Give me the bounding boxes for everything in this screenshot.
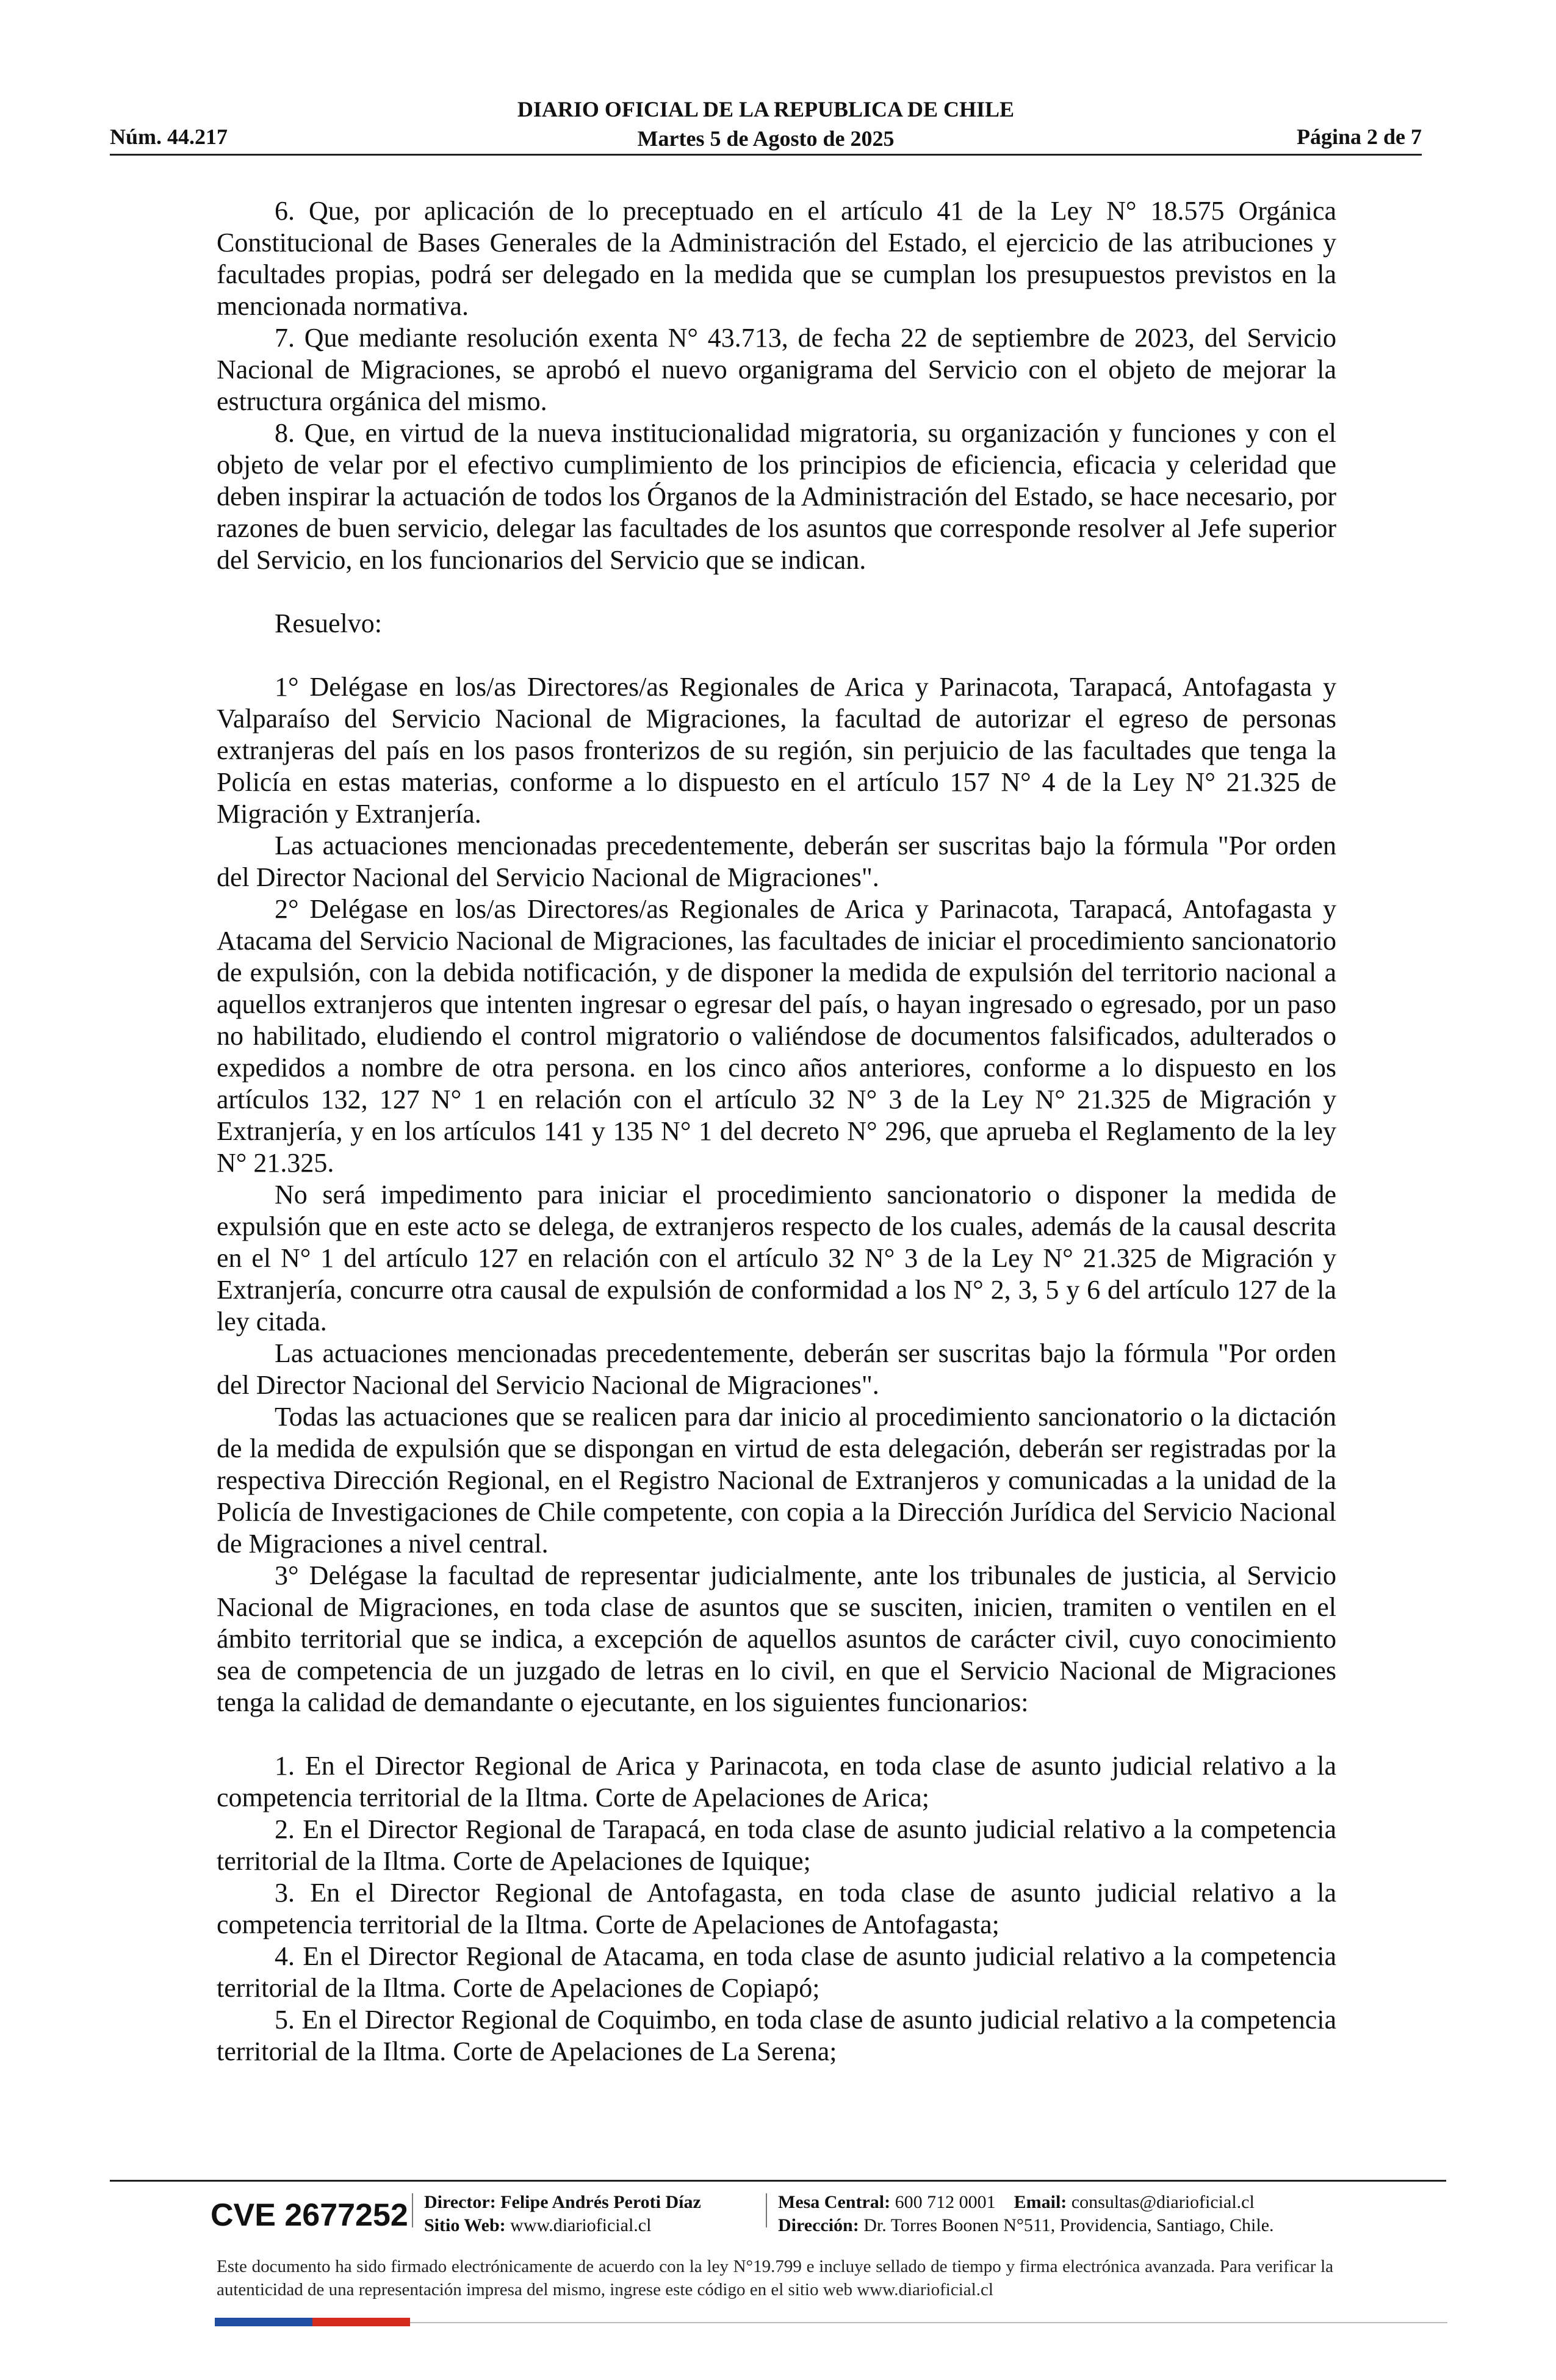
paragraph: 1° Delégase en los/as Directores/as Regionales de Arica y Parinacota, Tarapacá, Antofagasta y Valparaíso del Servicio Nacional de Migraciones, la facultad de autorizar el egreso de personas extranjeras del país en los pasos fronterizos de su región, sin perjuicio de las facultades que tenga la Policía en estas materias, conforme a lo dispuesto en el artículo 157 N° 4 de la Ley N° 21.325 de Migración y Extranjería. bbox=[217, 672, 1336, 829]
paragraph: Las actuaciones mencionadas precedentemente, deberán ser suscritas bajo la fórmula "Por orden del Director Nacional del Servicio Nacional de Migraciones". bbox=[217, 1338, 1336, 1400]
issue-number: Núm. 44.217 bbox=[110, 124, 228, 149]
flag-stripe bbox=[215, 2318, 410, 2326]
list-item: 5. En el Director Regional de Coquimbo, en toda clase de asunto judicial relativo a la competencia territorial de la Iltma. Corte de Apelaciones de La Serena; bbox=[217, 2005, 1336, 2066]
publication-title-block bbox=[110, 95, 1422, 153]
footer-separator bbox=[766, 2193, 767, 2227]
paragraph: Las actuaciones mencionadas precedentemente, deberán ser suscritas bajo la fórmula "Por orden del Director Nacional del Servicio Nacional de Migraciones". bbox=[217, 831, 1336, 892]
footer-director: Director: Felipe Andrés Peroti Díaz Sitio Web: www.diarioficial.cl bbox=[424, 2192, 701, 2235]
list-item: 4. En el Director Regional de Atacama, en toda clase de asunto judicial relativo a la competencia territorial de la Iltma. Corte de Apelaciones de Copiapó; bbox=[217, 1941, 1336, 2003]
flag-red-band bbox=[312, 2318, 410, 2326]
footer-contact: Mesa Central: 600 712 0001 Email: consultas@diarioficial.cl Dirección: Dr. Torres Boonen N°511, Providencia, Santiago, Chile. bbox=[778, 2192, 1274, 2235]
document-body bbox=[217, 195, 1336, 2068]
list-item: 3. En el Director Regional de Antofagasta, en toda clase de asunto judicial relativo a la competencia territorial de la Iltma. Corte de Apelaciones de Antofagasta; bbox=[217, 1878, 1336, 1939]
paragraph: 6. Que, por aplicación de lo preceptuado en el artículo 41 de la Ley N° 18.575 Orgánica Constitucional de Bases Generales de la Administración del Estado, el ejercicio de las atribuciones y facultades propias, podrá ser delegado en la medida que se cumplan los presupuestos previstos en la mencionada normativa. bbox=[217, 196, 1336, 321]
list-item: 2. En el Director Regional de Tarapacá, en toda clase de asunto judicial relativo a la competencia territorial de la Iltma. Corte de Apelaciones de Iquique; bbox=[217, 1814, 1336, 1876]
resolution-heading: Resuelvo: bbox=[275, 608, 382, 638]
paragraph: 8. Que, en virtud de la nueva institucionalidad migratoria, su organización y funciones y con el objeto de velar por el efectivo cumplimiento de los principios de eficiencia, eficacia y celeridad que deben inspirar la actuación de todos los Órganos de la Administración del Estado, se hace necesario, por razones de buen servicio, delegar las facultades de los asuntos que corresponde resolver al Jefe superior del Servicio, en los funcionarios del Servicio que se indican. bbox=[217, 418, 1336, 575]
publication-title: DIARIO OFICIAL DE LA REPUBLICA DE CHILE bbox=[517, 97, 1015, 121]
legal-notice: Este documento ha sido firmado electrónicamente de acuerdo con la ley N°19.799 e incluye sellado de tiempo y firma electrónica avanzada. Para verificar la autenticidad de una representación impresa del mismo, ingrese este código en el sitio web www.diarioficial.cl bbox=[217, 2257, 1333, 2299]
cve-code: CVE 2677252 bbox=[211, 2198, 408, 2233]
page-header bbox=[110, 95, 1422, 150]
footer-separator bbox=[412, 2193, 413, 2227]
paragraph: 7. Que mediante resolución exenta N° 43.713, de fecha 22 de septiembre de 2023, del Servicio Nacional de Migraciones, se aprobó el nuevo organigrama del Servicio con el objeto de mejorar la estructura orgánica del mismo. bbox=[217, 323, 1336, 416]
page-footer bbox=[211, 2191, 1339, 2240]
website-link[interactable]: www.diarioficial.cl bbox=[510, 2215, 652, 2235]
footer-divider bbox=[110, 2180, 1446, 2182]
publication-date: Martes 5 de Agosto de 2025 bbox=[637, 126, 895, 151]
paragraph: No será impedimento para iniciar el procedimiento sancionatorio o disponer la medida de expulsión que en este acto se delega, de extranjeros respecto de los cuales, además de la causal descrita en el N° 1 del artículo 127 en relación con el artículo 32 N° 3 de la Ley N° 21.325 de Migración y Extranjería, concurre otra causal de expulsión de conformidad a los N° 2, 3, 5 y 6 del artículo 127 de la ley citada. bbox=[217, 1180, 1336, 1336]
paragraph: Todas las actuaciones que se realicen para dar inicio al procedimiento sancionatorio o la dictación de la medida de expulsión que se dispongan en virtud de esta delegación, deberán ser registradas por la respectiva Dirección Regional, en el Registro Nacional de Extranjeros y comunicadas a la unidad de la Policía de Investigaciones de Chile competente, con copia a la Dirección Jurídica del Servicio Nacional de Migraciones a nivel central. bbox=[217, 1402, 1336, 1559]
footer-bottom-line bbox=[410, 2322, 1447, 2323]
paragraph: 3° Delégase la facultad de representar judicialmente, ante los tribunales de justicia, al Servicio Nacional de Migraciones, en toda clase de asuntos que se susciten, inicien, tramiten o ventilen en el ámbito territorial que se indica, a excepción de aquellos asuntos de carácter civil, cuyo conocimiento sea de competencia de un juzgado de letras en lo civil, en que el Servicio Nacional de Migraciones tenga la calidad de demandante o ejecutante, en los siguientes funcionarios: bbox=[217, 1560, 1336, 1717]
email-link[interactable]: consultas@diarioficial.cl bbox=[1071, 2192, 1255, 2212]
flag-blue-band bbox=[215, 2318, 312, 2326]
page-indicator: Página 2 de 7 bbox=[1296, 124, 1422, 149]
list-item: 1. En el Director Regional de Arica y Parinacota, en toda clase de asunto judicial relativo a la competencia territorial de la Iltma. Corte de Apelaciones de Arica; bbox=[217, 1751, 1336, 1812]
header-divider bbox=[110, 154, 1422, 156]
paragraph: 2° Delégase en los/as Directores/as Regionales de Arica y Parinacota, Tarapacá, Antofagasta y Atacama del Servicio Nacional de Migraciones, las facultades de iniciar el procedimiento sancionatorio de expulsión, con la debida notificación, y de disponer la medida de expulsión del territorio nacional a aquellos extranjeros que intenten ingresar o egresar del país, o hayan ingresado o egresado, por un paso no habilitado, eludiendo el control migratorio o valiéndose de documentos falsificados, adulterados o expedidos a nombre de otra persona. en los cinco años anteriores, conforme a lo dispuesto en los artículos 132, 127 N° 1 en relación con el artículo 32 N° 3 de la Ley N° 21.325 de Migración y Extranjería, y en los artículos 141 y 135 N° 1 del decreto N° 296, que aprueba el Reglamento de la ley N° 21.325. bbox=[217, 894, 1336, 1178]
